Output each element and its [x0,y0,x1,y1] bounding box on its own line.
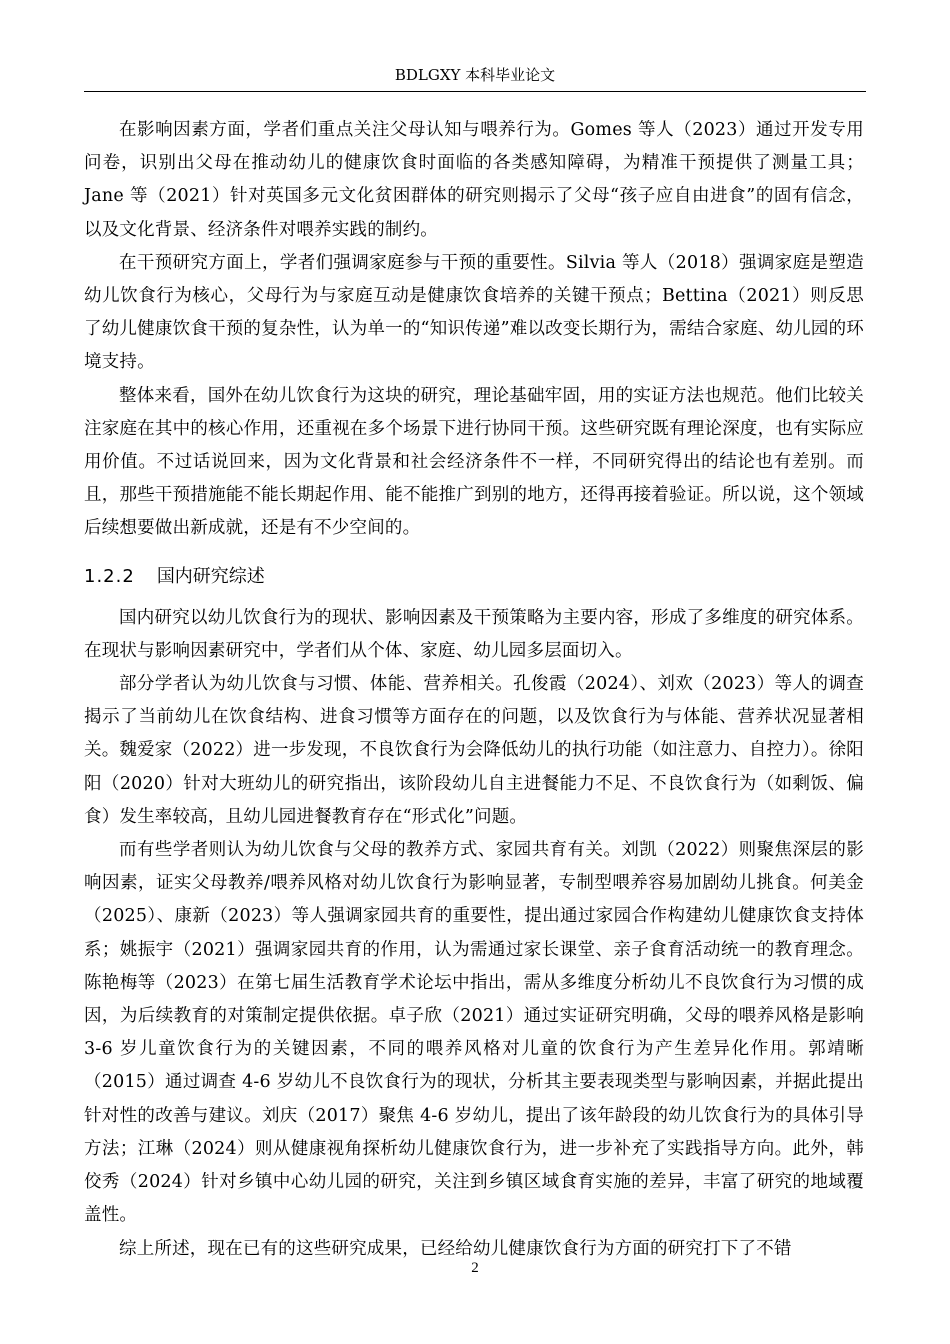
paragraph-influencing-factors: 在影响因素方面，学者们重点关注父母认知与喂养行为。Gomes 等人（2023）通过开发专用问卷，识别出父母在推动幼儿的健康饮食时面临的各类感知障碍，为精准干预提供了测量工具；Jane 等（2021）针对英国多元文化贫困群体的研究则揭示了父母“孩子应自由进食”的固有信念，以及文化背景、经济条件对喂养实践的制约。 [84,120,864,240]
page-number: 2 [471,1260,479,1276]
paragraph-conclusion: 综上所述，现在已有的这些研究成果，已经给幼儿健康饮食行为方面的研究打下了不错 [119,1238,792,1259]
paragraph-habits-nutrition: 部分学者认为幼儿饮食与习惯、体能、营养相关。孔俊霞（2024）、刘欢（2023）等人的调查揭示了当前幼儿在饮食结构、进食习惯等方面存在的问题，以及饮食行为与体能、营养状况显著相关。魏爱家（2022）进一步发现，不良饮食行为会降低幼儿的执行功能（如注意力、自控力）。徐阳阳（2020）针对大班幼儿的研究指出，该阶段幼儿自主进餐能力不足、不良饮食行为（如剩饭、偏食）发生率较高，且幼儿园进餐教育存在“形式化”问题。 [84,674,864,827]
section-number: 1.2.2 [84,565,135,587]
running-header: BDLGXY 本科毕业论文 [394,66,556,84]
paragraph-intervention-research: 在干预研究方面上，学者们强调家庭参与干预的重要性。Silvia 等人（2018）强调家庭是塑造幼儿饮食行为核心，父母行为与家庭互动是健康饮食培养的关键干预点；Bettina（2021）则反思了幼儿健康饮食干预的复杂性，认为单一的“知识传递”难以改变长期行为，需结合家庭、幼儿园的环境支持。 [84,252,864,373]
header-divider [84,91,866,92]
section-title: 国内研究综述 [156,565,265,587]
paragraph-foreign-summary: 整体来看，国外在幼儿饮食行为这块的研究，理论基础牢固，用的实证方法也规范。他们比较关注家庭在其中的核心作用，还重视在多个场景下进行协同干预。这些研究既有理论深度，也有实际应用价值。不过话说回来，因为文化背景和社会经济条件不一样，不同研究得出的结论也有差别。而且，那些干预措施能不能长期起作用、能不能推广到别的地方，还得再接着验证。所以说，这个领域后续想要做出新成就，还是有不少空间的。 [84,385,864,539]
paragraph-domestic-overview: 国内研究以幼儿饮食行为的现状、影响因素及干预策略为主要内容，形成了多维度的研究体系。在现状与影响因素研究中，学者们从个体、家庭、幼儿园多层面切入。 [84,607,864,661]
paragraph-parenting-coeducation: 而有些学者则认为幼儿饮食与父母的教养方式、家园共育有关。刘凯（2022）则聚焦深层的影响因素，证实父母教养/喂养风格对幼儿饮食行为影响显著，专制型喂养容易加剧幼儿挑食。何美金（2025）、康新（2023）等人强调家园共育的重要性，提出通过家园合作构建幼儿健康饮食支持体系；姚振宇（2021）强调家园共育的作用，认为需通过家长课堂、亲子食育活动统一的教育理念。陈艳梅等（2023）在第七届生活教育学术论坛中指出，需从多维度分析幼儿不良饮食行为习惯的成因，为后续教育的对策制定提供依据。卓子欣（2021）通过实证研究明确，父母的喂养风格是影响 3-6 岁儿童饮食行为的关键因素，不同的喂养风格对儿童的饮食行为产生差异化作用。郭靖晰（2015）通过调查 4-6 岁幼儿不良饮食行为的现状，分析其主要表现类型与影响因素，并据此提出针对性的改善与建议。刘庆（2017）聚焦 4-6 岁幼儿，提出了该年龄段的幼儿饮食行为的具体引导方法；江琳（2024）则从健康视角探析幼儿健康饮食行为，进一步补充了实践指导方向。此外，韩佼秀（2024）针对乡镇中心幼儿园的研究，关注到乡镇区域食育实施的差异，丰富了研究的地域覆盖性。 [84,840,864,1226]
section-heading [84,563,864,591]
body-text [84,114,864,1266]
